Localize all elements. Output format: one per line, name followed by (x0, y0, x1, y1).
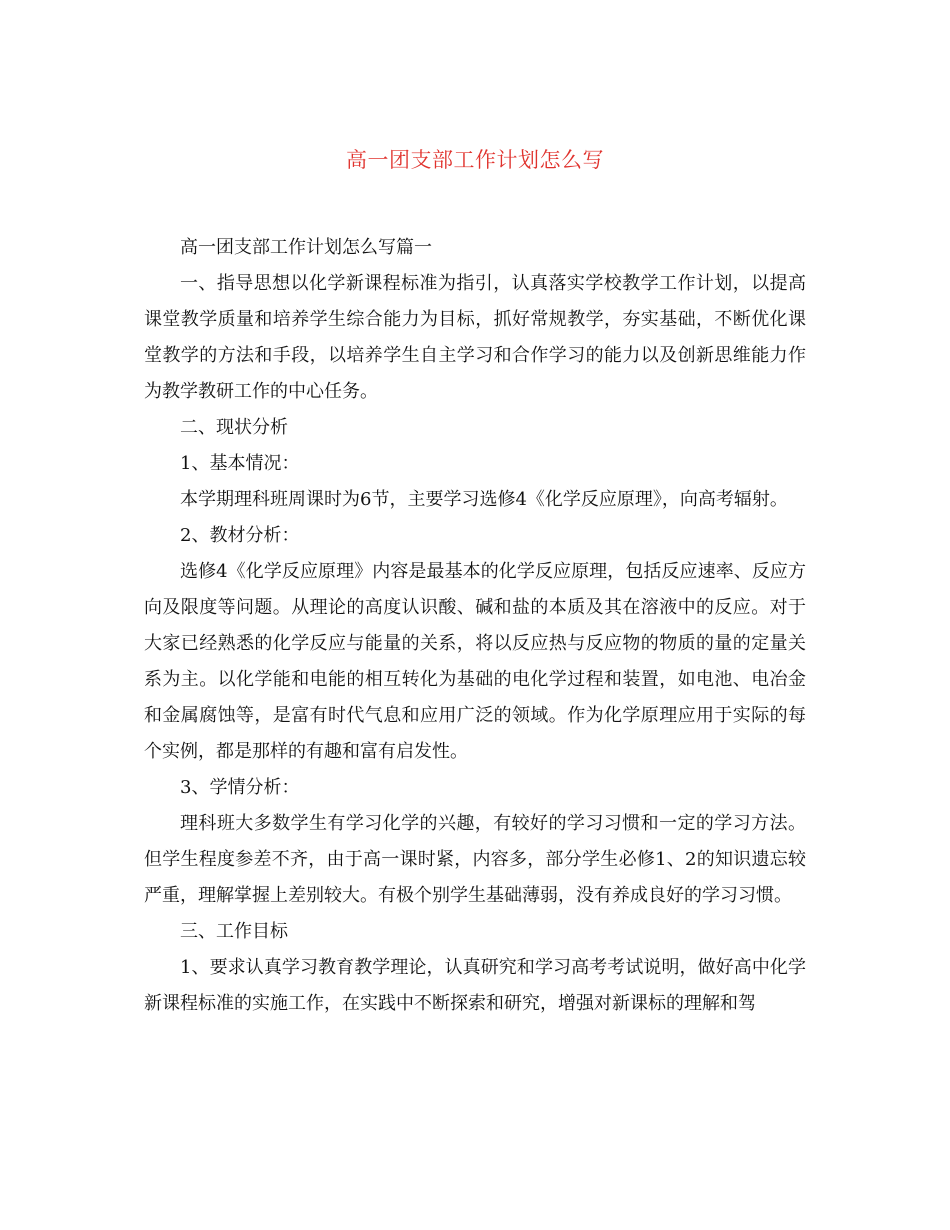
paragraph: 理科班大多数学生有学习化学的兴趣，有较好的学习习惯和一定的学习方法。但学生程度参差不齐，由于高一课时紧，内容多，部分学生必修1、2的知识遗忘较严重，理解掌握上差别较大。有极个别学生基础薄弱，没有养成良好的学习习惯。 (144, 813, 806, 906)
paragraph: 一、指导思想以化学新课程标准为指引，认真落实学校教学工作计划，以提高课堂教学质量和培养学生综合能力为目标，抓好常规教学，夯实基础，不断优化课堂教学的方法和手段，以培养学生自主学习和合作学习的能力以及创新思维能力作为教学教研工作的中心任务。 (144, 273, 806, 402)
document-title: 高一团支部工作计划怎么写 (346, 148, 604, 172)
section-heading: 高一团支部工作计划怎么写篇一 (180, 237, 432, 258)
subsection-heading: 1、基本情况： (180, 453, 300, 474)
section-heading: 三、工作目标 (180, 921, 288, 942)
paragraph: 1、要求认真学习教育教学理论，认真研究和学习高考考试说明，做好高中化学新课程标准的实施工作，在实践中不断探索和研究，增强对新课标的理解和驾 (144, 957, 806, 1014)
paragraph: 本学期理科班周课时为6节，主要学习选修4《化学反应原理》，向高考辐射。 (180, 489, 788, 510)
subsection-heading: 2、教材分析： (180, 525, 300, 546)
subsection-heading: 3、学情分析： (180, 777, 300, 798)
document-body (144, 230, 806, 1022)
paragraph: 选修4《化学反应原理》内容是最基本的化学反应原理，包括反应速率、反应方向及限度等问题。从理论的高度认识酸、碱和盐的本质及其在溶液中的反应。对于大家已经熟悉的化学反应与能量的关系，将以反应热与反应物的物质的量的定量关系为主。以化学能和电能的相互转化为基础的电化学过程和装置，如电池、电冶金和金属腐蚀等，是富有时代气息和应用广泛的领域。作为化学原理应用于实际的每个实例，都是那样的有趣和富有启发性。 (144, 561, 806, 762)
section-heading: 二、现状分析 (180, 417, 288, 438)
